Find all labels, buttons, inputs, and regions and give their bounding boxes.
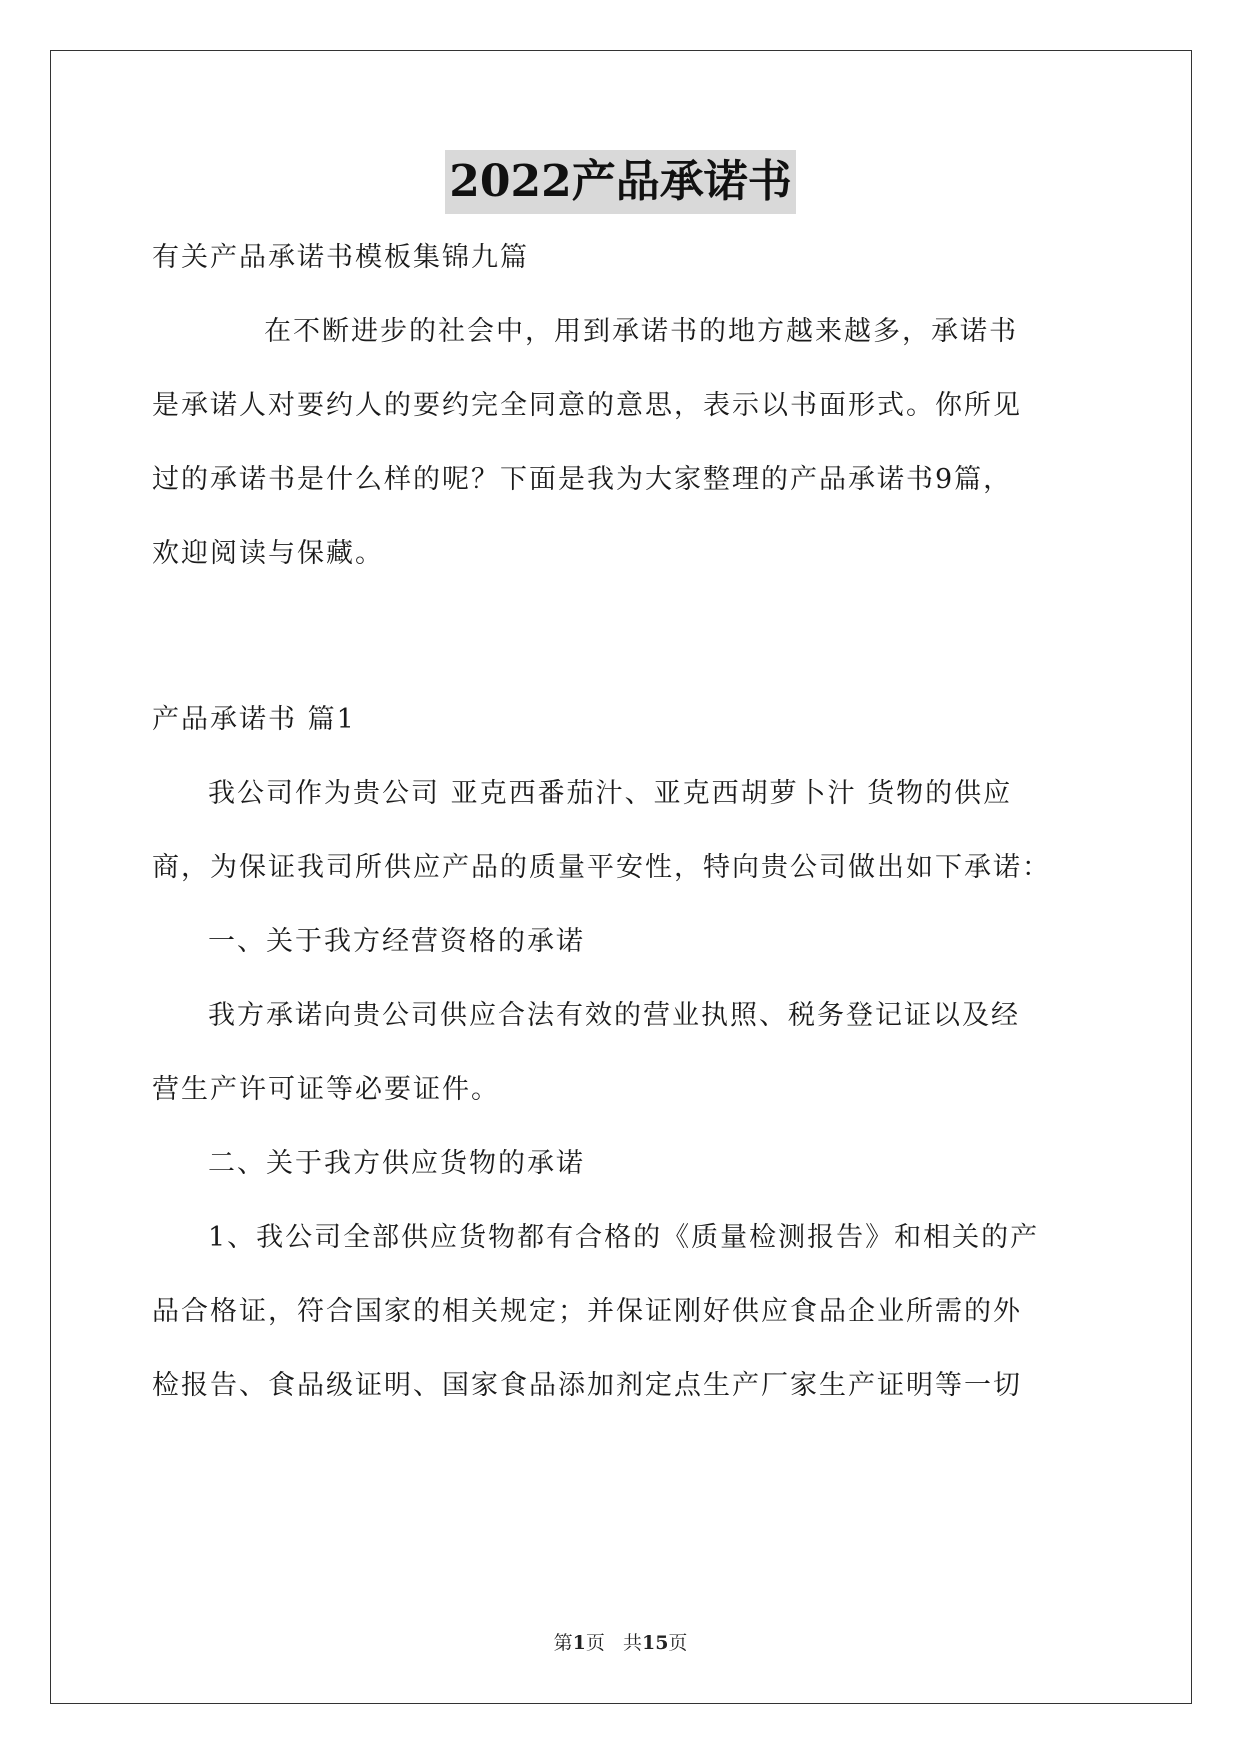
intro-line-2: 是承诺人对要约人的要约完全同意的意思，表示以书面形式。你所见 bbox=[152, 390, 1022, 421]
body-line-4: 我方承诺向贵公司供应合法有效的营业执照、税务登记证以及经 bbox=[208, 1000, 1020, 1031]
body-line-1: 我公司作为贵公司 亚克西番茄汁、亚克西胡萝卜汁 货物的供应 bbox=[208, 778, 1013, 809]
current-page-number: 1 bbox=[572, 1632, 586, 1654]
document-subtitle: 有关产品承诺书模板集锦九篇 bbox=[152, 242, 529, 273]
total-suffix: 页 bbox=[668, 1632, 688, 1654]
body-line-3: 一、关于我方经营资格的承诺 bbox=[208, 926, 585, 957]
page-footer bbox=[0, 1628, 1241, 1655]
body-line-2: 商，为保证我司所供应产品的质量平安性，特向贵公司做出如下承诺： bbox=[152, 852, 1051, 883]
section-heading: 产品承诺书 篇1 bbox=[152, 704, 356, 735]
total-pages-number: 15 bbox=[641, 1632, 669, 1654]
intro-line-3: 过的承诺书是什么样的呢？下面是我为大家整理的产品承诺书9篇， bbox=[152, 464, 1013, 495]
page-prefix: 第 bbox=[553, 1632, 573, 1654]
body-line-8: 品合格证，符合国家的相关规定；并保证刚好供应食品企业所需的外 bbox=[152, 1296, 1022, 1327]
total-prefix: 共 bbox=[622, 1632, 642, 1654]
body-line-6: 二、关于我方供应货物的承诺 bbox=[208, 1148, 585, 1179]
intro-line-1: 在不断进步的社会中，用到承诺书的地方越来越多，承诺书 bbox=[264, 316, 1018, 347]
document-title: 2022产品承诺书 bbox=[445, 150, 795, 214]
body-line-5: 营生产许可证等必要证件。 bbox=[152, 1074, 500, 1105]
body-line-7: 1、我公司全部供应货物都有合格的《质量检测报告》和相关的产 bbox=[208, 1222, 1040, 1253]
title-container bbox=[0, 150, 1241, 214]
intro-line-4: 欢迎阅读与保藏。 bbox=[152, 538, 384, 569]
body-line-9: 检报告、食品级证明、国家食品添加剂定点生产厂家生产证明等一切 bbox=[152, 1370, 1022, 1401]
page-suffix: 页 bbox=[585, 1632, 605, 1654]
